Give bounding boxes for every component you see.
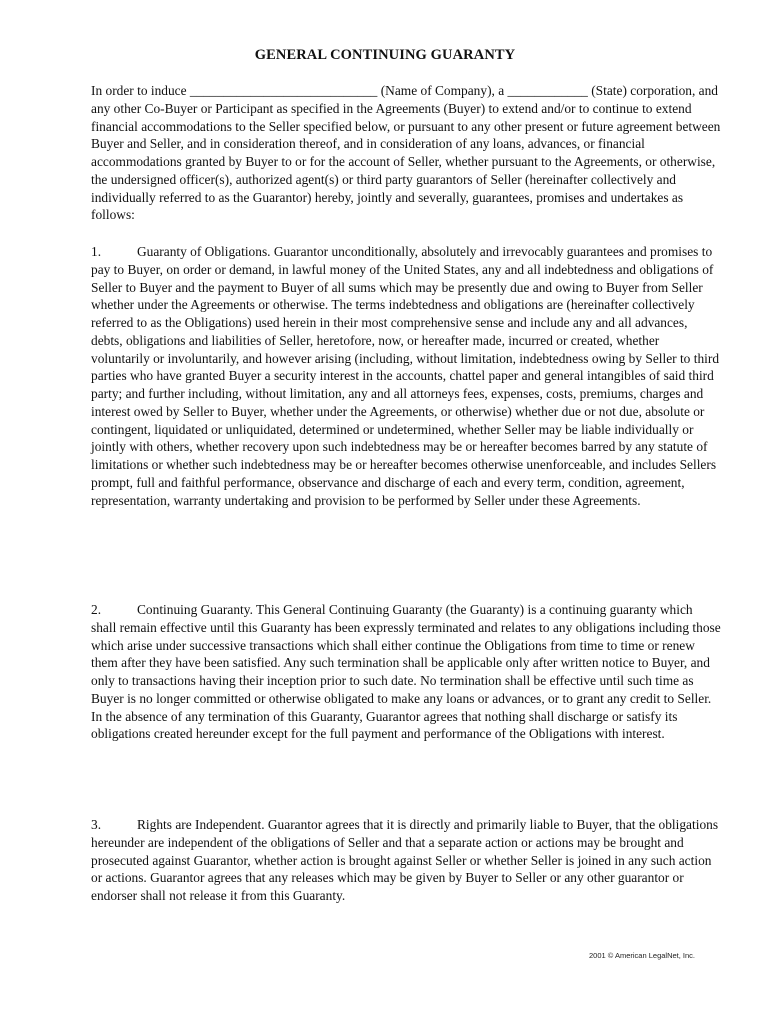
section-1-number: 1. (91, 244, 102, 259)
section-3-paragraph (91, 816, 721, 905)
section-1-text: Guaranty of Obligations. Guarantor unconditionally, absolutely and irrevocably guarantees and promises to pay to Buyer, on order or demand, in lawful money of the United States, any and all indebtedness and obligations of Seller to Buyer and the payment to Buyer of all sums which may be presently due and owing to Buyer from Seller whether under the Agreements or otherwise. The terms indebtedness and obligations are (hereinafter collectively referred to as the Obligations) used herein in their most comprehensive sense and include any and all advances, debts, obligations and liabilities of Seller, heretofore, now, or hereafter made, incurred or created, whether voluntarily or involuntarily, and however arising (including, without limitation, indebtedness owing by Seller to third parties who have granted Buyer a security interest in the accounts, chattel paper and general intangibles of said third party; and further including, without limitation, any and all attorneys fees, expenses, costs, premiums, charges and interest owed by Seller to Buyer, whether under the Agreements, or otherwise) whether due or not due, absolute or contingent, liquidated or unliquidated, determined or undetermined, whether Seller may be liable individually or jointly with others, whether recovery upon such indebtedness may be or hereafter becomes barred by any statute of limitations or whether such indebtedness may be or hereafter becomes otherwise unenforceable, and includes Sellers prompt, full and faithful performance, observance and discharge of each and every term, condition, agreement, representation, warranty undertaking and provision to be performed by Seller under these Agreements. (91, 244, 720, 508)
copyright-footer: 2001 © American LegalNet, Inc. (589, 951, 696, 960)
section-2-number: 2. (91, 602, 102, 617)
section-2-text: Continuing Guaranty. This General Continuing Guaranty (the Guaranty) is a continuing guaranty which shall remain effective until this Guaranty has been expressly terminated and relates to any obligations including those which arise under successive transactions which shall either continue the Obligations from time to time or renew them after they have been satisfied. Any such termination shall be applicable only after written notice to Buyer, and only to transactions having their inception prior to such date. No termination shall be effective until such time as Buyer is no longer committed or otherwise obligated to make any loans or advances, or to grant any credit to Seller. In the absence of any termination of this Guaranty, Guarantor agrees that nothing shall discharge or satisfy its obligations created hereunder except for the full payment and performance of the Obligations with interest. (91, 602, 721, 742)
document-title: GENERAL CONTINUING GUARANTY (254, 47, 516, 63)
section-2-paragraph (91, 601, 721, 743)
section-3-text: Rights are Independent. Guarantor agrees that it is directly and primarily liable to Buyer, that the obligations hereunder are independent of the obligations of Seller and that a separate action or actions may be brought and prosecuted against Guarantor, whether action is brought against Seller or whether Seller is joined in any such action or actions. Guarantor agrees that any releases which may be given by Buyer to Seller or any other guarantor or endorser shall not release it from this Guaranty. (91, 817, 719, 903)
section-3-number: 3. (91, 817, 102, 832)
section-1-paragraph (91, 243, 721, 509)
intro-paragraph: In order to induce ____________________________ (Name of Company), a ____________ (State) corporation, and any other Co-Buyer or Participant as specified in the Agreements (Buyer) to extend and/or to continue to extend financial accommodations to the Seller specified below, or pursuant to any other present or future agreement between Buyer and Seller, and in consideration thereof, and in consideration of any loans, advances, or financial accommodations granted by Buyer to or for the account of Seller, whether pursuant to the Agreements, or otherwise, the undersigned officer(s), authorized agent(s) or third party guarantors of Seller (hereinafter collectively and individually referred to as the Guarantor) hereby, jointly and severally, guarantees, promises and undertakes as follows: (91, 83, 721, 223)
